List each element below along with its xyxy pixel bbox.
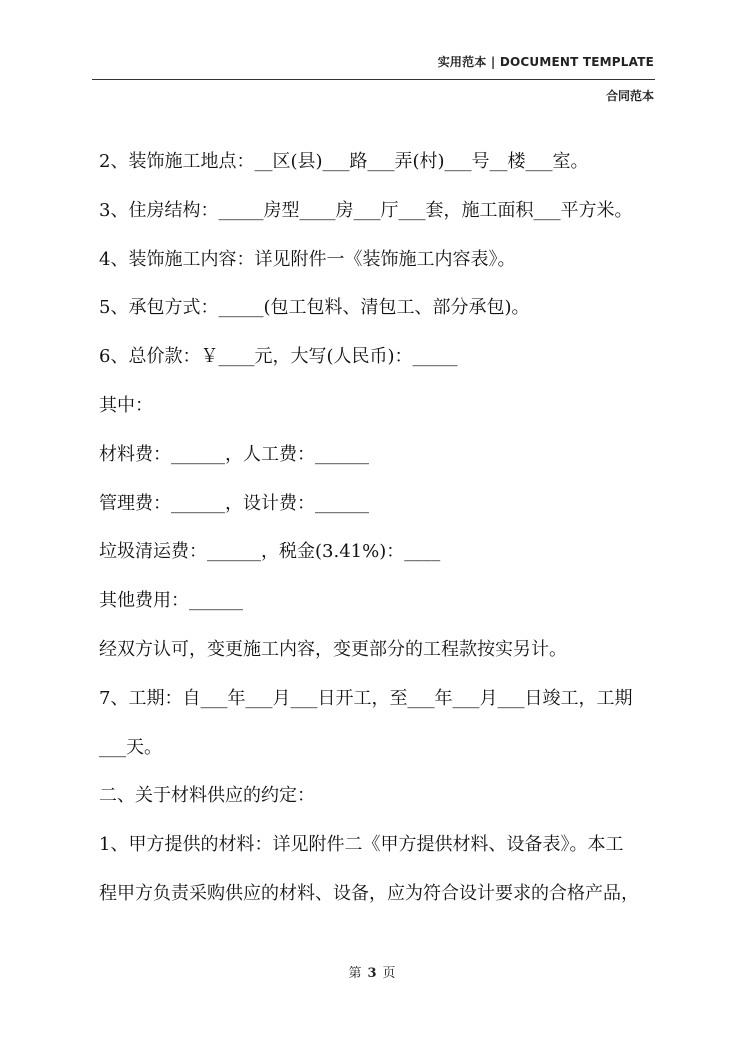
clause-7-schedule-cont: ___天。	[99, 736, 162, 758]
waste-tax-fees: 垃圾清运费：______，税金(3.41%)：____	[99, 541, 441, 563]
clause-2-location: 2、装饰施工地点：__区(县)___路___弄(村)___号__楼___室。	[99, 151, 589, 172]
material-clause-1-cont: 程甲方负责采购供应的材料、设备，应为符合设计要求的合格产品，	[99, 882, 639, 904]
change-clause: 经双方认可，变更施工内容，变更部分的工程款按实另计。	[99, 638, 567, 660]
page-number: 3	[367, 966, 377, 981]
clause-4-content: 4、装饰施工内容：详见附件一《装饰施工内容表》。	[99, 248, 516, 270]
other-fees: 其他费用：______	[99, 590, 243, 612]
document-body	[99, 138, 659, 919]
header-title: 实用范本 | DOCUMENT TEMPLATE	[437, 55, 654, 69]
material-labor-fees: 材料费：______，人工费：______	[99, 443, 369, 465]
footer-suffix: 页	[382, 966, 396, 981]
footer-prefix: 第	[348, 966, 362, 981]
page-footer	[0, 962, 744, 981]
breakdown-heading: 其中：	[99, 394, 153, 416]
clause-5-contract-mode: 5、承包方式：_____(包工包料、清包工、部分承包)。	[99, 297, 530, 319]
clause-3-structure: 3、住房结构：_____房型____房___厅___套，施工面积___平方米。	[99, 199, 633, 221]
section-2-heading: 二、关于材料供应的约定：	[99, 785, 315, 807]
clause-7-schedule: 7、工期：自___年___月___日开工，至___年___月___日竣工，工期	[99, 687, 633, 709]
header-divider	[92, 79, 655, 80]
material-clause-1: 1、甲方提供的材料：详见附件二《甲方提供材料、设备表》。本工	[99, 834, 624, 856]
management-design-fees: 管理费：______，设计费：______	[99, 492, 369, 514]
clause-6-total-price: 6、总价款：￥____元，大写(人民币)：_____	[99, 346, 458, 368]
header-subtitle: 合同范本	[605, 89, 654, 103]
